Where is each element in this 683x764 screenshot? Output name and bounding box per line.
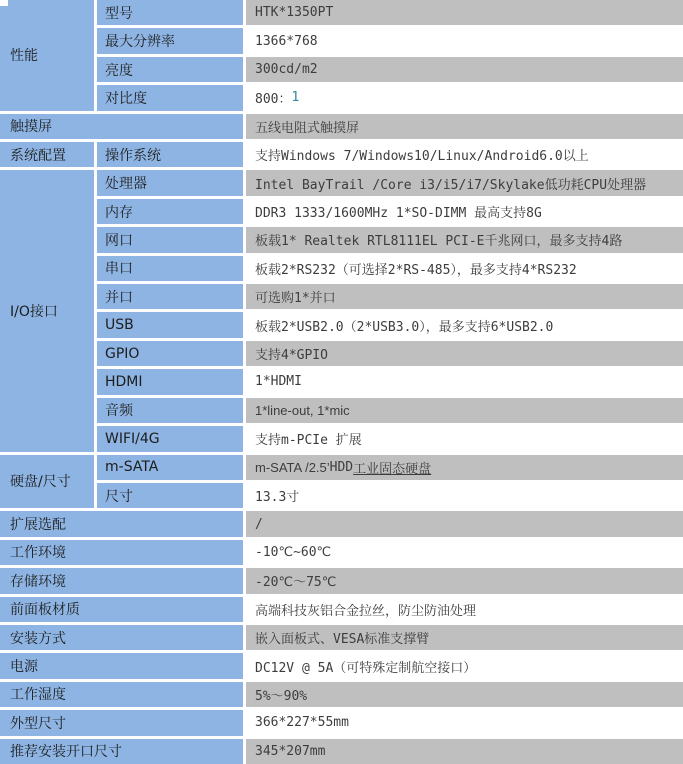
value-text: 345*207mm: [255, 743, 326, 759]
item-label: USB: [105, 317, 134, 334]
value-text: HTK*1350PT: [255, 5, 334, 21]
value-cell: [246, 540, 683, 565]
item-label: 处理器: [105, 176, 147, 193]
value-text: 300cd/m2: [255, 62, 318, 78]
value-text: m-SATA /2.5’: [255, 459, 330, 475]
item-label: 内存: [105, 204, 133, 221]
value-text: 工业固态硬盘: [353, 461, 432, 477]
corner-notch: [0, 0, 8, 6]
category-cell: [0, 511, 243, 536]
category-label: 前面板材质: [10, 602, 80, 619]
category-cell: [0, 114, 243, 139]
value-cell: [246, 625, 683, 650]
value-text: 1366*768: [255, 33, 318, 49]
item-cell: [97, 256, 243, 281]
category-cell: [0, 455, 94, 509]
item-label: 音频: [105, 403, 133, 420]
value-text: 嵌入面板式、VESA标准支撑臂: [255, 632, 430, 648]
item-label: 亮度: [105, 62, 133, 79]
item-label: HDMI: [105, 373, 143, 390]
item-cell: [97, 341, 243, 366]
value-text: 13.3寸: [255, 490, 300, 506]
value-text: -10℃~60℃: [255, 544, 332, 560]
item-cell: [97, 312, 243, 337]
item-cell: [97, 199, 243, 224]
value-text: 800：: [255, 92, 292, 108]
category-label: 性能: [10, 48, 38, 65]
item-label: 尺寸: [105, 488, 133, 505]
value-cell: [246, 682, 683, 707]
value-text: 五线电阻式触摸屏: [255, 120, 360, 136]
value-cell: [246, 739, 683, 764]
category-label: 硬盘/尺寸: [10, 474, 71, 491]
category-label: 触摸屏: [10, 119, 52, 136]
value-text: DDR3 1333/1600MHz 1*SO-DIMM 最高支持8G: [255, 206, 542, 222]
category-label: 系统配置: [10, 147, 66, 164]
category-label: 工作环境: [10, 545, 66, 562]
category-cell: [0, 653, 243, 678]
item-label: 型号: [105, 5, 133, 22]
item-cell: [97, 455, 243, 480]
item-cell: [97, 369, 243, 394]
value-cell: [246, 312, 683, 337]
value-cell: [246, 455, 683, 480]
value-text: -20℃～75℃: [255, 575, 337, 591]
value-cell: [246, 28, 683, 53]
value-text: 板载2*USB2.0（2*USB3.0），最多支持6*USB2.0: [255, 319, 554, 335]
item-label: 网口: [105, 232, 133, 249]
value-cell: [246, 0, 683, 25]
value-text: 支持4*GPIO: [255, 348, 328, 364]
category-cell: [0, 0, 94, 111]
item-label: 操作系统: [105, 147, 161, 164]
value-cell: [246, 284, 683, 309]
item-label: 对比度: [105, 90, 147, 107]
value-text: 5%～90%: [255, 688, 308, 704]
item-cell: [97, 57, 243, 82]
value-text: HDD: [329, 459, 354, 475]
item-label: GPIO: [105, 345, 140, 362]
value-cell: [246, 653, 683, 678]
value-text: 板载2*RS232（可选择2*RS-485），最多支持4*RS232: [255, 262, 577, 278]
category-label: 存储环境: [10, 573, 66, 590]
category-label: 电源: [10, 659, 38, 676]
item-cell: [97, 227, 243, 252]
category-cell: [0, 710, 243, 735]
category-label: 工作湿度: [10, 687, 66, 704]
category-cell: [0, 540, 243, 565]
item-label: 并口: [105, 289, 133, 306]
category-label: I/O接口: [10, 303, 58, 320]
value-cell: [246, 710, 683, 735]
value-text: 支持Windows 7/Windows10/Linux/Android6.0以上: [255, 149, 589, 165]
value-text: 1*HDMI: [255, 374, 302, 390]
category-cell: [0, 682, 243, 707]
item-cell: [97, 0, 243, 25]
category-cell: [0, 142, 94, 167]
value-text: 支持m-PCIe 扩展: [255, 433, 362, 449]
category-cell: [0, 568, 243, 593]
value-text: 1: [291, 90, 300, 106]
category-label: 扩展选配: [10, 517, 66, 534]
value-text: Intel BayTrail /Core i3/i5/i7/Skylake低功耗CPU处理器: [255, 177, 647, 193]
value-cell: [246, 511, 683, 536]
value-cell: [246, 170, 683, 195]
value-cell: [246, 142, 683, 167]
value-cell: [246, 341, 683, 366]
value-text: 可选购1*并口: [255, 291, 336, 307]
item-cell: [97, 170, 243, 195]
value-text: 366*227*55mm: [255, 715, 349, 731]
value-text: DC12V @ 5A（可特殊定制航空接口）: [255, 660, 477, 676]
category-label: 外型尺寸: [10, 715, 66, 732]
value-text: /: [255, 516, 263, 532]
value-cell: [246, 398, 683, 423]
value-cell: [246, 227, 683, 252]
category-cell: [0, 170, 94, 451]
category-label: 推荐安装开口尺寸: [10, 744, 122, 761]
category-cell: [0, 625, 243, 650]
value-cell: [246, 426, 683, 451]
value-cell: [246, 57, 683, 82]
value-text: 1*line-out, 1*mic: [255, 402, 350, 418]
category-cell: [0, 739, 243, 764]
item-label: 最大分辨率: [105, 34, 175, 51]
value-cell: [246, 199, 683, 224]
item-label: m-SATA: [105, 459, 159, 476]
value-text: 高端科技灰铝合金拉丝，防尘防油处理: [255, 603, 477, 619]
item-cell: [97, 142, 243, 167]
item-label: WIFI/4G: [105, 430, 160, 447]
value-cell: [246, 85, 683, 110]
item-cell: [97, 28, 243, 53]
value-cell: [246, 256, 683, 281]
value-text: 板载1* Realtek RTL8111EL PCI-E千兆网口，最多支持4路: [255, 234, 623, 250]
item-label: 串口: [105, 261, 133, 278]
value-cell: [246, 114, 683, 139]
item-cell: [97, 284, 243, 309]
value-cell: [246, 483, 683, 508]
item-cell: [97, 85, 243, 110]
category-cell: [0, 597, 243, 622]
item-cell: [97, 426, 243, 451]
item-cell: [97, 483, 243, 508]
value-cell: [246, 568, 683, 593]
value-cell: [246, 597, 683, 622]
value-cell: [246, 369, 683, 394]
item-cell: [97, 398, 243, 423]
category-label: 安装方式: [10, 630, 66, 647]
